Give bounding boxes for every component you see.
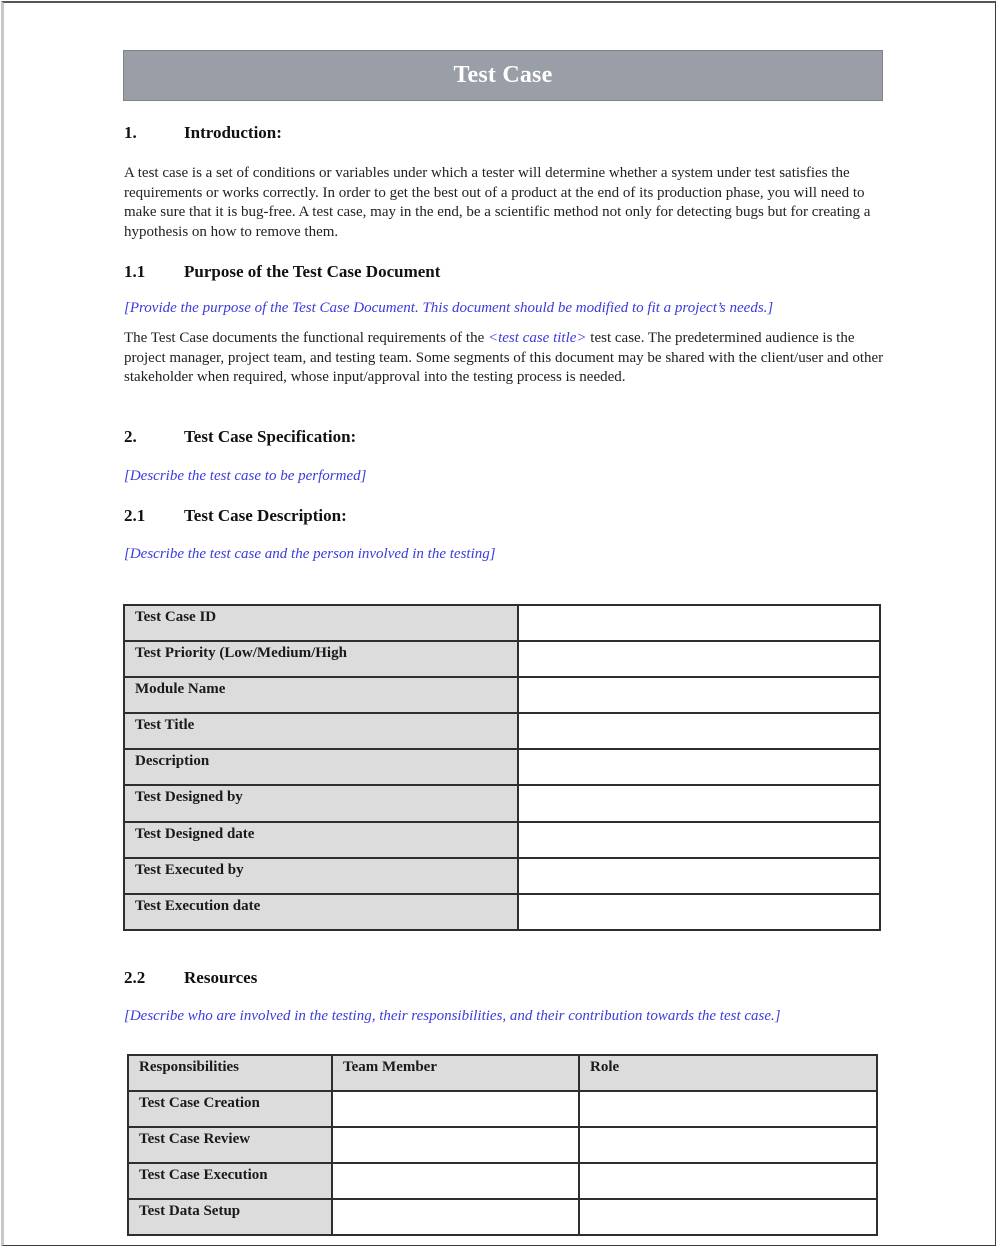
team-member-cell[interactable] <box>332 1199 579 1235</box>
row-value-cell[interactable] <box>518 713 880 749</box>
section-number: 2.2 <box>124 968 146 987</box>
section-title: Resources <box>184 968 258 987</box>
title-banner <box>123 50 883 101</box>
purpose-text-before: The Test Case documents the functional requirements of the <box>124 330 488 346</box>
specification-hint: [Describe the test case to be performed] <box>124 468 367 484</box>
table-row <box>124 713 880 749</box>
table-row <box>128 1091 877 1127</box>
row-value-cell[interactable] <box>518 641 880 677</box>
table-row <box>124 822 880 858</box>
heading-specification <box>124 427 356 447</box>
role-cell[interactable] <box>579 1163 877 1199</box>
row-value-cell[interactable] <box>518 605 880 641</box>
role-cell[interactable] <box>579 1199 877 1235</box>
row-value-cell[interactable] <box>518 822 880 858</box>
row-value-cell[interactable] <box>518 785 880 821</box>
row-value-cell[interactable] <box>518 749 880 785</box>
row-label: Test Execution date <box>124 894 518 930</box>
team-member-cell[interactable] <box>332 1127 579 1163</box>
purpose-hint: [Provide the purpose of the Test Case Document. This document should be modified to fit a project’s needs.] <box>124 300 774 316</box>
role-cell[interactable] <box>579 1127 877 1163</box>
table-row <box>124 749 880 785</box>
description-hint: [Describe the test case and the person involved in the testing] <box>124 546 496 562</box>
responsibility-cell: Test Data Setup <box>128 1199 332 1235</box>
section-title: Purpose of the Test Case Document <box>184 262 441 281</box>
heading-resources <box>124 968 257 988</box>
team-member-cell[interactable] <box>332 1091 579 1127</box>
purpose-paragraph <box>124 329 886 388</box>
row-value-cell[interactable] <box>518 858 880 894</box>
row-label: Test Designed by <box>124 785 518 821</box>
row-label: Test Executed by <box>124 858 518 894</box>
section-title: Test Case Specification: <box>184 427 357 446</box>
test-case-description-table <box>123 604 881 931</box>
row-label: Description <box>124 749 518 785</box>
section-title: Test Case Description: <box>184 506 347 525</box>
responsibility-cell: Test Case Review <box>128 1127 332 1163</box>
row-label: Test Priority (Low/Medium/High <box>124 641 518 677</box>
resources-hint: [Describe who are involved in the testing, their responsibilities, and their contribution towards the test case.] <box>124 1008 781 1024</box>
column-header-team-member: Team Member <box>332 1055 579 1091</box>
column-header-responsibilities: Responsibilities <box>128 1055 332 1091</box>
table-row <box>128 1127 877 1163</box>
section-number: 1. <box>124 123 137 142</box>
section-number: 2.1 <box>124 506 146 525</box>
heading-purpose <box>124 262 440 282</box>
table-row <box>128 1199 877 1235</box>
responsibility-cell: Test Case Creation <box>128 1091 332 1127</box>
column-header-role: Role <box>579 1055 877 1091</box>
row-value-cell[interactable] <box>518 894 880 930</box>
table-row <box>124 785 880 821</box>
team-member-cell[interactable] <box>332 1163 579 1199</box>
table-row <box>124 894 880 930</box>
row-value-cell[interactable] <box>518 677 880 713</box>
table-header-row <box>128 1055 877 1091</box>
introduction-paragraph: A test case is a set of conditions or variables under which a tester will determine whether a system under test satisfies the requirements or works correctly. In order to get the best out of a product at the end of its production phase, you will need to make sure that it is bug-free. A test case, may in the end, be a scientific method not only for detecting bugs but for creating a hypothesis on how to remove them. <box>124 165 871 240</box>
section-number: 2. <box>124 427 137 446</box>
row-label: Test Case ID <box>124 605 518 641</box>
role-cell[interactable] <box>579 1091 877 1127</box>
section-number: 1.1 <box>124 262 146 281</box>
table-row <box>124 858 880 894</box>
table-row <box>124 605 880 641</box>
row-label: Test Designed date <box>124 822 518 858</box>
table-row <box>124 677 880 713</box>
section-title: Introduction: <box>184 123 282 142</box>
row-label: Test Title <box>124 713 518 749</box>
responsibility-cell: Test Case Execution <box>128 1163 332 1199</box>
table-row <box>124 641 880 677</box>
purpose-text-after: test case. The predetermined audience is the project manager, project team, and testing team. Some segments of this document may be shared with the client/user and other stakeholder when required, whose input/approval into the testing process is needed. <box>124 330 884 385</box>
test-case-title-placeholder: <test case title> <box>487 330 587 346</box>
heading-introduction <box>124 123 282 143</box>
document-title: Test Case <box>453 62 553 88</box>
heading-description <box>124 506 347 526</box>
table-row <box>128 1163 877 1199</box>
resources-table <box>127 1054 878 1236</box>
row-label: Module Name <box>124 677 518 713</box>
